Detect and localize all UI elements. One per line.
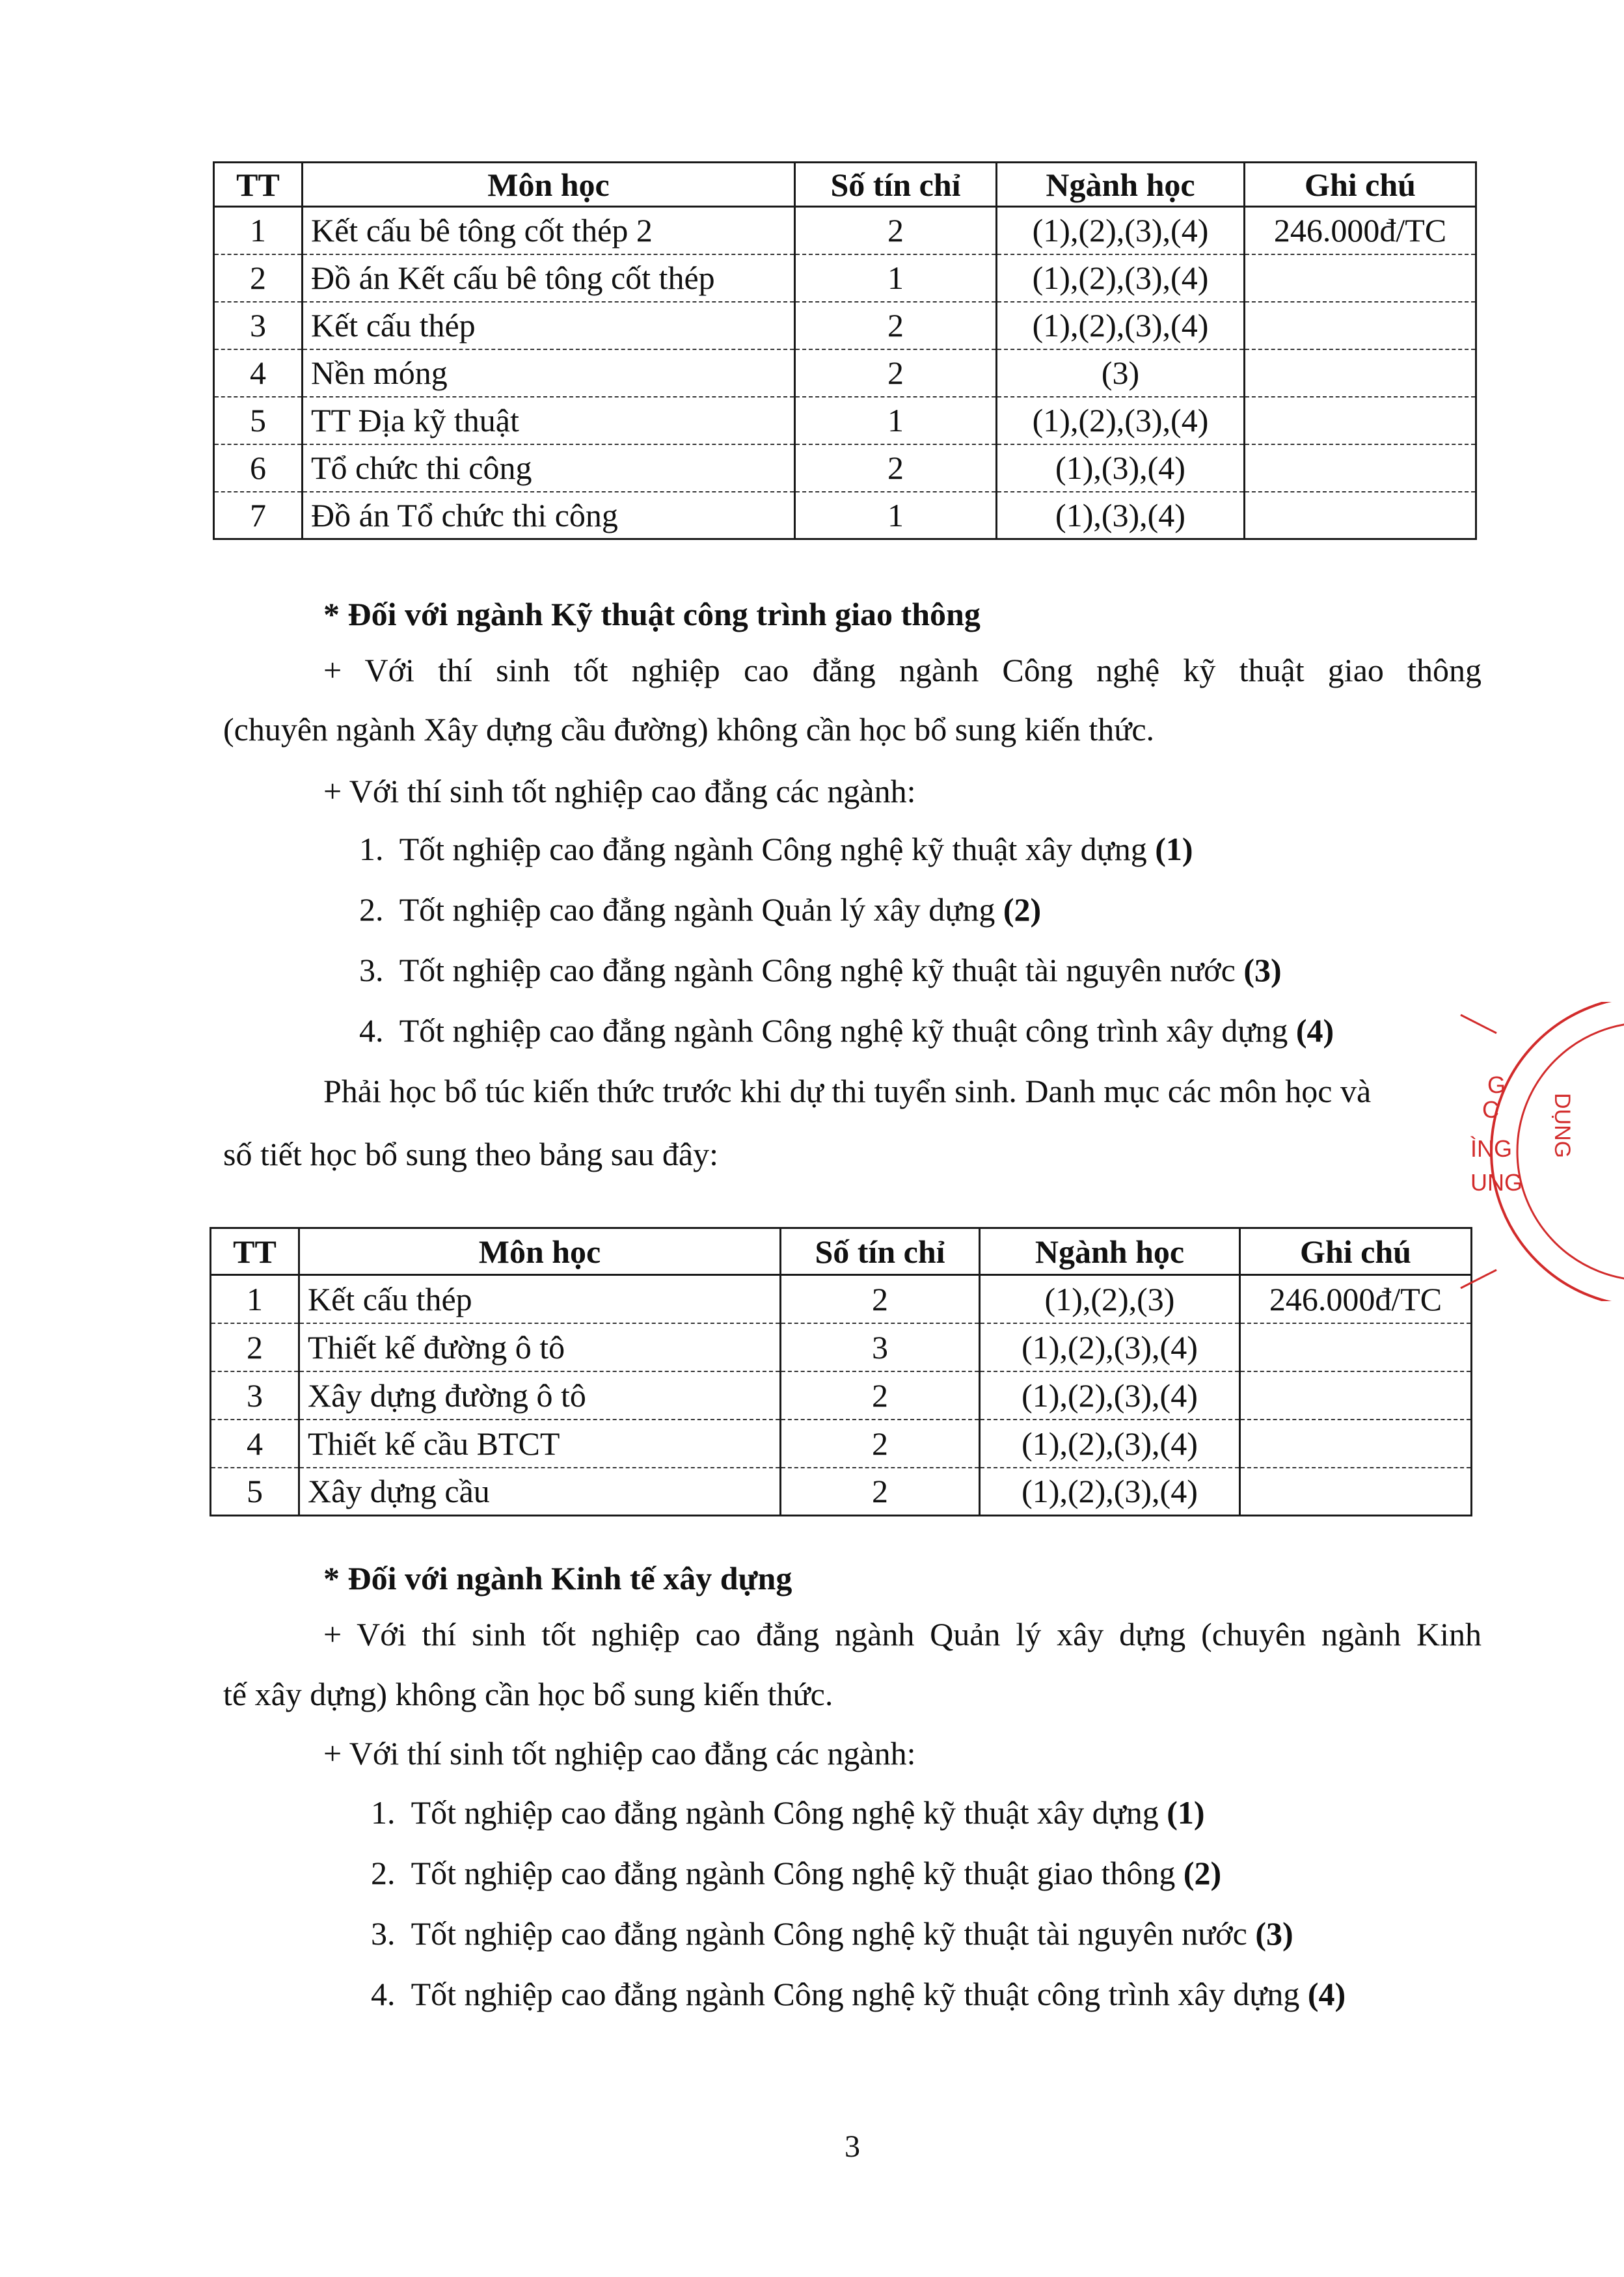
cell-note xyxy=(1240,1371,1472,1420)
cell-note xyxy=(1245,302,1476,349)
cell-credits: 2 xyxy=(795,207,997,254)
header-major: Ngành học xyxy=(980,1228,1240,1275)
list-item xyxy=(371,1914,1293,1953)
seal-tick xyxy=(1461,1270,1496,1288)
cell-subject: Tổ chức thi công xyxy=(303,444,795,492)
list-item xyxy=(371,1853,1221,1893)
header-tt: TT xyxy=(214,163,303,207)
list-code: (1) xyxy=(1155,831,1193,867)
cell-note xyxy=(1240,1420,1472,1468)
cell-tt: 4 xyxy=(211,1420,299,1468)
paragraph-line: + Với thí sinh tốt nghiệp cao đẳng ngành Công nghệ kỹ thuật giao thông xyxy=(323,652,1482,688)
cell-credits: 2 xyxy=(795,444,997,492)
list-code: (3) xyxy=(1255,1915,1293,1952)
cell-subject: Thiết kế đường ô tô xyxy=(299,1323,781,1371)
cell-subject: Đồ án Kết cấu bê tông cốt thép xyxy=(303,254,795,302)
table-row xyxy=(211,1420,1472,1468)
course-table-2 xyxy=(210,1227,1472,1516)
cell-subject: Kết cấu thép xyxy=(299,1275,781,1323)
cell-credits: 2 xyxy=(781,1275,980,1323)
cell-tt: 5 xyxy=(211,1468,299,1516)
list-code: (3) xyxy=(1243,952,1282,988)
seal-text-vertical: DỤNG xyxy=(1550,1093,1575,1159)
table-row xyxy=(211,1323,1472,1371)
table-header-row xyxy=(214,163,1476,207)
list-number: 3. xyxy=(359,952,384,988)
table-row xyxy=(214,397,1476,444)
paragraph-line: + Với thí sinh tốt nghiệp cao đẳng các ngành: xyxy=(323,1735,916,1772)
cell-major: (1),(2),(3),(4) xyxy=(997,254,1245,302)
cell-note xyxy=(1245,349,1476,397)
table-row xyxy=(211,1275,1472,1323)
list-item xyxy=(359,890,1041,929)
course-table-1 xyxy=(213,161,1477,540)
cell-credits: 2 xyxy=(781,1420,980,1468)
cell-credits: 2 xyxy=(795,302,997,349)
list-text: Tốt nghiệp cao đẳng ngành Công nghệ kỹ thuật giao thông xyxy=(411,1855,1176,1891)
cell-note xyxy=(1240,1468,1472,1516)
header-tt: TT xyxy=(211,1228,299,1275)
list-number: 1. xyxy=(371,1794,396,1831)
paragraph-line: (chuyên ngành Xây dựng cầu đường) không cần học bổ sung kiến thức. xyxy=(223,711,1155,748)
header-credits: Số tín chỉ xyxy=(781,1228,980,1275)
paragraph-line: + Với thí sinh tốt nghiệp cao đẳng các ngành: xyxy=(323,773,916,809)
cell-tt: 2 xyxy=(211,1323,299,1371)
paragraph-line: Phải học bổ túc kiến thức trước khi dự thi tuyển sinh. Danh mục các môn học và xyxy=(323,1073,1372,1109)
cell-credits: 1 xyxy=(795,254,997,302)
header-major: Ngành học xyxy=(997,163,1245,207)
paragraph-line: số tiết học bổ sung theo bảng sau đây: xyxy=(223,1136,718,1172)
list-text: Tốt nghiệp cao đẳng ngành Công nghệ kỹ thuật tài nguyên nước xyxy=(399,952,1236,988)
section-heading-transport: * Đối với ngành Kỹ thuật công trình giao thông xyxy=(323,596,981,632)
list-number: 2. xyxy=(359,891,384,928)
table-row xyxy=(214,302,1476,349)
list-code: (4) xyxy=(1307,1976,1346,2012)
list-number: 1. xyxy=(359,831,384,867)
table-row xyxy=(214,349,1476,397)
cell-tt: 1 xyxy=(211,1275,299,1323)
cell-major: (1),(3),(4) xyxy=(997,444,1245,492)
paragraph-line: + Với thí sinh tốt nghiệp cao đẳng ngành Quản lý xây dựng (chuyên ngành Kinh xyxy=(323,1616,1482,1652)
cell-subject: Kết cấu bê tông cốt thép 2 xyxy=(303,207,795,254)
cell-major: (1),(2),(3),(4) xyxy=(997,302,1245,349)
cell-tt: 5 xyxy=(214,397,303,444)
header-note: Ghi chú xyxy=(1240,1228,1472,1275)
cell-subject: Xây dựng đường ô tô xyxy=(299,1371,781,1420)
cell-tt: 3 xyxy=(214,302,303,349)
cell-credits: 2 xyxy=(795,349,997,397)
cell-note xyxy=(1245,254,1476,302)
header-subject: Môn học xyxy=(303,163,795,207)
table-row xyxy=(211,1468,1472,1516)
cell-tt: 4 xyxy=(214,349,303,397)
cell-tt: 3 xyxy=(211,1371,299,1420)
cell-note: 246.000đ/TC xyxy=(1240,1275,1472,1323)
official-seal-stamp xyxy=(1451,1002,1624,1301)
cell-note: 246.000đ/TC xyxy=(1245,207,1476,254)
cell-note xyxy=(1245,492,1476,539)
cell-major: (1),(2),(3) xyxy=(980,1275,1240,1323)
table-row xyxy=(214,444,1476,492)
cell-major: (1),(2),(3),(4) xyxy=(980,1468,1240,1516)
list-number: 2. xyxy=(371,1855,396,1891)
cell-major: (1),(2),(3),(4) xyxy=(997,397,1245,444)
list-number: 4. xyxy=(371,1976,396,2012)
cell-subject: Kết cấu thép xyxy=(303,302,795,349)
list-code: (1) xyxy=(1167,1794,1205,1831)
list-number: 3. xyxy=(371,1915,396,1952)
list-text: Tốt nghiệp cao đẳng ngành Công nghệ kỹ thuật công trình xây dựng xyxy=(399,1012,1288,1049)
cell-credits: 3 xyxy=(781,1323,980,1371)
seal-graphic xyxy=(1451,1002,1624,1301)
seal-text: C xyxy=(1482,1096,1499,1123)
cell-credits: 1 xyxy=(795,492,997,539)
list-item xyxy=(359,950,1282,990)
paragraph-line: tế xây dựng) không cần học bổ sung kiến thức. xyxy=(223,1676,833,1712)
list-text: Tốt nghiệp cao đẳng ngành Công nghệ kỹ thuật xây dựng xyxy=(411,1794,1159,1831)
table-header-row xyxy=(211,1228,1472,1275)
cell-tt: 6 xyxy=(214,444,303,492)
list-text: Tốt nghiệp cao đẳng ngành Công nghệ kỹ thuật công trình xây dựng xyxy=(411,1976,1300,2012)
list-text: Tốt nghiệp cao đẳng ngành Quản lý xây dựng xyxy=(399,891,995,928)
seal-tick xyxy=(1461,1015,1496,1033)
seal-text: ÌNG xyxy=(1470,1135,1513,1162)
cell-major: (1),(2),(3),(4) xyxy=(980,1323,1240,1371)
cell-credits: 2 xyxy=(781,1468,980,1516)
cell-tt: 2 xyxy=(214,254,303,302)
cell-major: (1),(3),(4) xyxy=(997,492,1245,539)
list-item xyxy=(359,829,1193,869)
cell-subject: Xây dựng cầu xyxy=(299,1468,781,1516)
cell-subject: Thiết kế cầu BTCT xyxy=(299,1420,781,1468)
cell-note xyxy=(1245,444,1476,492)
cell-tt: 1 xyxy=(214,207,303,254)
list-item xyxy=(371,1974,1346,2014)
cell-major: (3) xyxy=(997,349,1245,397)
seal-text: UNG xyxy=(1470,1169,1522,1196)
list-number: 4. xyxy=(359,1012,384,1049)
list-item xyxy=(371,1793,1205,1832)
list-item xyxy=(359,1011,1334,1050)
cell-subject: Đồ án Tổ chức thi công xyxy=(303,492,795,539)
section-heading-construction-economics: * Đối với ngành Kinh tế xây dựng xyxy=(323,1560,792,1597)
cell-subject: TT Địa kỹ thuật xyxy=(303,397,795,444)
list-text: Tốt nghiệp cao đẳng ngành Công nghệ kỹ thuật tài nguyên nước xyxy=(411,1915,1247,1952)
header-note: Ghi chú xyxy=(1245,163,1476,207)
list-code: (2) xyxy=(1003,891,1042,928)
cell-major: (1),(2),(3),(4) xyxy=(997,207,1245,254)
table-row xyxy=(214,207,1476,254)
table-row xyxy=(214,492,1476,539)
cell-tt: 7 xyxy=(214,492,303,539)
list-code: (4) xyxy=(1295,1012,1334,1049)
page-number: 3 xyxy=(845,2129,860,2164)
header-subject: Môn học xyxy=(299,1228,781,1275)
cell-major: (1),(2),(3),(4) xyxy=(980,1371,1240,1420)
list-text: Tốt nghiệp cao đẳng ngành Công nghệ kỹ thuật xây dựng xyxy=(399,831,1147,867)
cell-subject: Nền móng xyxy=(303,349,795,397)
cell-credits: 1 xyxy=(795,397,997,444)
table-row xyxy=(211,1371,1472,1420)
table-row xyxy=(214,254,1476,302)
header-credits: Số tín chỉ xyxy=(795,163,997,207)
cell-note xyxy=(1240,1323,1472,1371)
cell-note xyxy=(1245,397,1476,444)
cell-major: (1),(2),(3),(4) xyxy=(980,1420,1240,1468)
list-code: (2) xyxy=(1183,1855,1222,1891)
seal-text: G xyxy=(1487,1071,1506,1098)
cell-credits: 2 xyxy=(781,1371,980,1420)
